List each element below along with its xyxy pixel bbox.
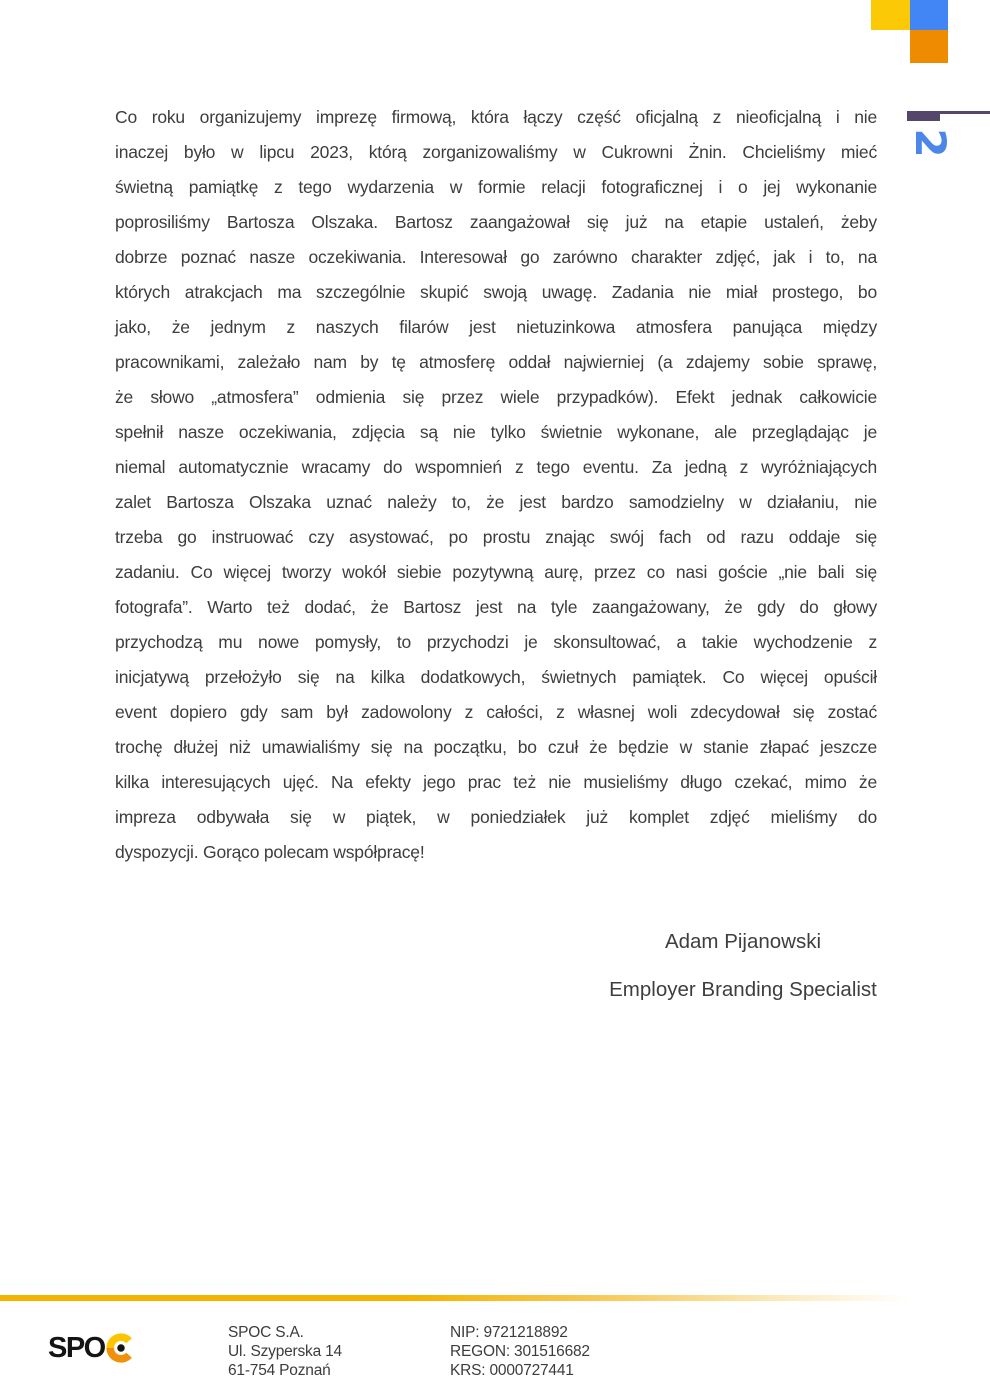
body-line: fotografa”. Warto też dodać, że Bartosz jest na tyle zaangażowany, że gdy do głowy <box>115 597 877 617</box>
company-city: 61-754 Poznań <box>228 1362 331 1379</box>
body-line: kilka interesujących ujęć. Na efekty jego prac też nie musieliśmy długo czekać, mimo że <box>115 772 877 792</box>
body-line: że słowo „atmosfera” odmienia się przez wiele przypadków). Efekt jednak całkowicie <box>115 387 877 407</box>
body-line: dyspozycji. Gorąco polecam współpracę! <box>115 842 425 862</box>
deco-square-blue <box>910 0 948 30</box>
footer-gradient-rule <box>0 1295 990 1301</box>
company-nip: NIP: 9721218892 <box>450 1324 568 1341</box>
body-line: świetną pamiątkę z tego wydarzenia w formie relacji fotograficznej i o jej wykonanie <box>115 177 877 197</box>
body-line: jako, że jednym z naszych filarów jest nietuzinkowa atmosfera panująca między <box>115 317 877 337</box>
body-line: Co roku organizujemy imprezę firmową, która łączy część oficjalną z nieoficjalną i nie <box>115 107 877 127</box>
body-line: przychodzą mu nowe pomysły, to przychodzi je skonsultować, a takie wychodzenie z <box>115 632 877 652</box>
signature-name: Adam Pijanowski <box>664 930 822 953</box>
company-krs: KRS: 0000727441 <box>450 1362 574 1379</box>
signature-block <box>593 930 893 1002</box>
spoc-logo <box>48 1329 136 1367</box>
body-line: trzeba go instruować czy asystować, po prostu znając swój fach od razu oddaje się <box>115 527 877 547</box>
company-name: SPOC S.A. <box>228 1324 304 1341</box>
deco-square-yellow <box>871 0 910 30</box>
body-line: spełnił nasze oczekiwania, zdjęcia są nie tylko świetnie wykonane, ale przeglądając je <box>115 422 877 442</box>
body-line: trochę dłużej niż umawialiśmy się na początku, bo czuł że będzie w stanie złapać jeszcze <box>115 737 877 757</box>
body-line: inaczej było w lipcu 2023, którą zorganizowaliśmy w Cukrowni Żnin. Chcieliśmy mieć <box>115 142 877 162</box>
body-line: impreza odbywała się w piątek, w poniedziałek już komplet zdjęć mieliśmy do <box>115 807 877 827</box>
company-street: Ul. Szyperska 14 <box>228 1343 342 1360</box>
body-line: niemal automatycznie wracamy do wspomnień z tego eventu. Za jedną z wyróżniających <box>115 457 877 477</box>
signature-title: Employer Branding Specialist <box>609 978 877 1001</box>
body-line: zalet Bartosza Olszaka uznać należy to, że jest bardzo samodzielny w działaniu, nie <box>115 492 877 512</box>
spoc-logo-text: SPO <box>48 1331 105 1364</box>
body-line: których atrakcjach ma szczególnie skupić swoją uwagę. Zadania nie miał prostego, bo <box>115 282 877 302</box>
company-regon: REGON: 301516682 <box>450 1343 590 1360</box>
footer-registry-numbers <box>450 1323 590 1380</box>
body-line: dobrze poznać nasze oczekiwania. Interesował go zarówno charakter zdjęć, jak i to, na <box>115 247 877 267</box>
page-number: 2 <box>906 128 955 158</box>
deco-square-orange <box>910 30 948 63</box>
logo-c-mark-icon <box>106 1333 136 1363</box>
body-line: poprosiliśmy Bartosza Olszaka. Bartosz zaangażował się już na etapie ustaleń, żeby <box>115 212 877 232</box>
footer-company-address <box>228 1323 342 1380</box>
testimonial-paragraph <box>115 100 877 870</box>
body-line: zadaniu. Co więcej tworzy wokół siebie pozytywną aurę, przez co nasi goście „nie bali się <box>115 562 877 582</box>
body-line: inicjatywą przełożyło się na kilka dodatkowych, świetnych pamiątek. Co więcej opuścił <box>115 667 877 687</box>
body-line: event dopiero gdy sam był zadowolony z całości, z własnej woli zdecydował się zostać <box>115 702 877 722</box>
body-line: pracownikami, zależało nam by tę atmosferę oddał najwierniej (a zdajemy sobie sprawę, <box>115 352 877 372</box>
